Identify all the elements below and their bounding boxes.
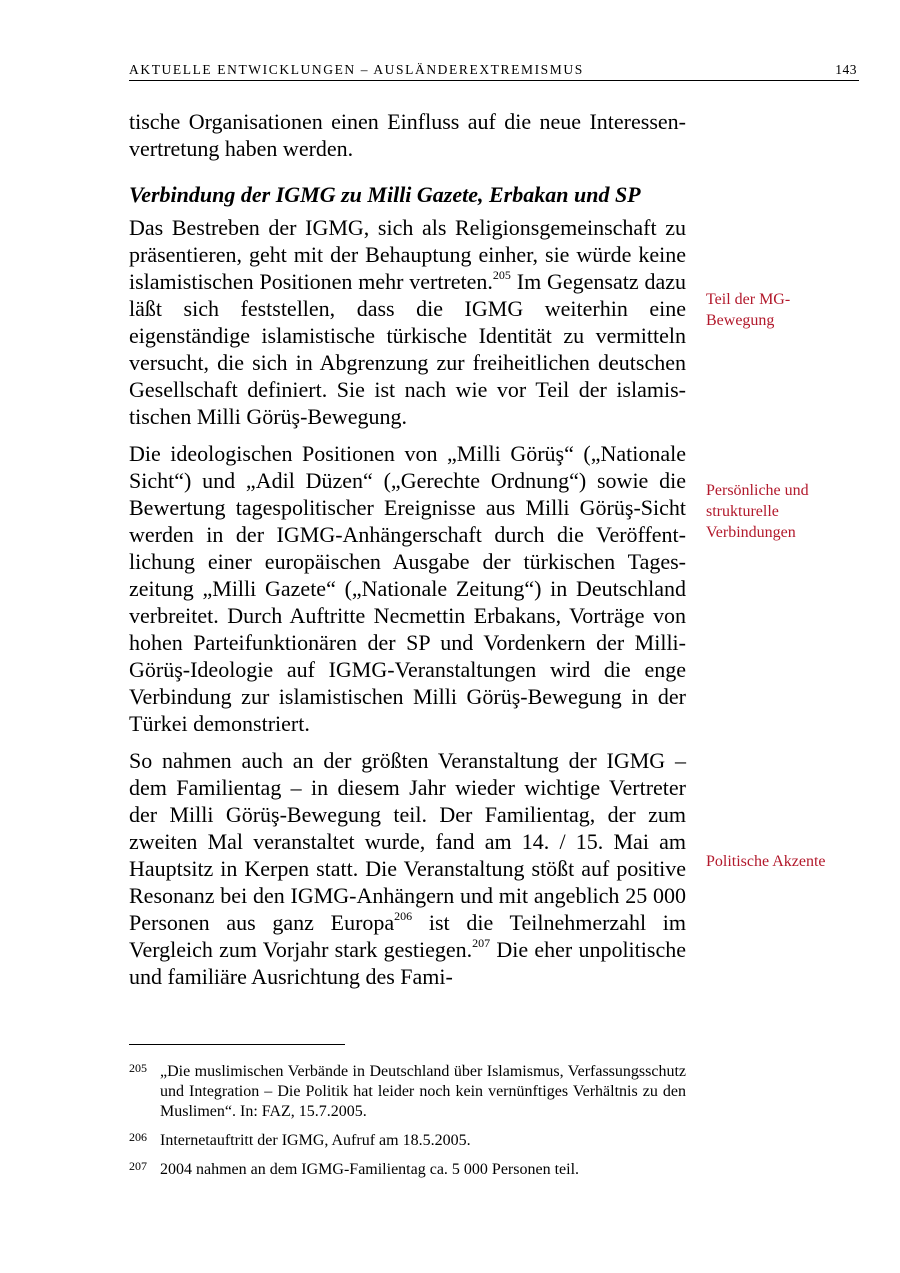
footnote-number: 207 — [129, 1159, 147, 1173]
footnote-206 — [129, 1131, 686, 1151]
paragraph-3-text-c: Die eher unpolitische und familiäre Ausrichtung des Fami- — [129, 937, 686, 989]
running-header — [129, 60, 859, 81]
footnote-text: 2004 nahmen an dem IGMG-Familientag ca. 5 000 Personen teil. — [160, 1161, 580, 1178]
main-text — [129, 108, 686, 990]
paragraph-2: Die ideologischen Positionen von „Milli Görüş“ („Nationale Sicht“) und „Adil Düzen“ („Gerechte Ordnung“) sowie die Bewertung tagespolitischer Ereignisse aus Milli Görüş-Sicht werden in der IGMG-Anhängerschaft durch die Veröffentlichung einer europäischen Ausgabe der türkischen Tageszeitung „Milli Gazete“ („Nationale Zeitung“) in Deutschland verbreitet. Durch Auftritte Necmettin Erbakans, Vorträge von hohen Parteifunktionären der SP und Vordenkern der Milli-Görüş-Ideologie auf IGMG-Veranstaltungen wird die enge Verbindung zur islamistischen Milli Görüş-Bewegung in der Türkei demonstriert. — [129, 441, 686, 736]
margin-note-mg-bewegung: Teil der MG-Bewegung — [706, 291, 791, 329]
paragraph-3-text-b: ist die Teilnehmerzahl im Vergleich zum Vorjahr stark gestiegen. — [129, 910, 686, 962]
footnotes — [129, 1062, 686, 1189]
margin-note-politische-akzente: Politische Akzente — [706, 853, 826, 870]
footnote-ref-206[interactable]: 206 — [394, 909, 413, 923]
margin-note-verbindungen: Persönliche und strukturelle Verbindungen — [706, 482, 809, 541]
footnote-205 — [129, 1062, 686, 1122]
page-number: 143 — [835, 62, 857, 77]
paragraph-3 — [129, 747, 686, 990]
footnote-text: „Die muslimischen Verbände in Deutschland über Islamismus, Verfassungsschutz und Integration – Die Politik hat leider noch kein vernünftiges Verhältnis zu den Muslimen“. In: FAZ, 15.7.2005. — [160, 1063, 686, 1120]
header-title: AKTUELLE ENTWICKLUNGEN – AUSLÄNDEREXTREMISMUS — [129, 62, 584, 77]
paragraph-1 — [129, 214, 686, 430]
paragraph-1-text-a: Das Bestreben der IGMG, sich als Religionsgemeinschaft zu präsentieren, geht mit der Behauptung einher, sie würde keine islamistischen Positionen mehr vertreten. — [129, 215, 686, 294]
section-heading: Verbindung der IGMG zu Milli Gazete, Erbakan und SP — [129, 182, 641, 207]
footnote-ref-205[interactable]: 205 — [492, 268, 511, 282]
paragraph-continuation: tische Organisationen einen Einfluss auf die neue Interessenvertretung haben werden. — [129, 109, 686, 161]
paragraph-3-text-a: So nahmen auch an der größten Veranstaltung der IGMG – dem Familientag – in diesem Jahr wieder wichtige Vertreter der Milli Görüş-Bewegung teil. Der Familientag, der zum zweiten Mal veranstaltet wurde, fand am 14. / 15. Mai am Hauptsitz in Kerpen statt. Die Veranstaltung stößt auf positive Resonanz bei den IGMG-Anhängern und mit angeblich 25 000 Personen aus ganz Europa — [129, 748, 686, 935]
footnote-separator — [129, 1044, 345, 1045]
footnote-number: 205 — [129, 1061, 147, 1075]
paragraph-1-text-b: Im Gegensatz dazu läßt sich feststellen, dass die IGMG weiterhin eine eigenständige islamistische türkische Identität zu vermitteln versucht, die sich in Abgrenzung zur freiheitlichen deutschen Gesellschaft definiert. Sie ist nach wie vor Teil der islamistischen Milli Görüş-Bewegung. — [129, 269, 686, 429]
footnote-207 — [129, 1160, 686, 1180]
footnote-text: Internetauftritt der IGMG, Aufruf am 18.5.2005. — [160, 1132, 471, 1149]
footnote-ref-207[interactable]: 207 — [472, 936, 491, 950]
footnote-number: 206 — [129, 1130, 147, 1144]
